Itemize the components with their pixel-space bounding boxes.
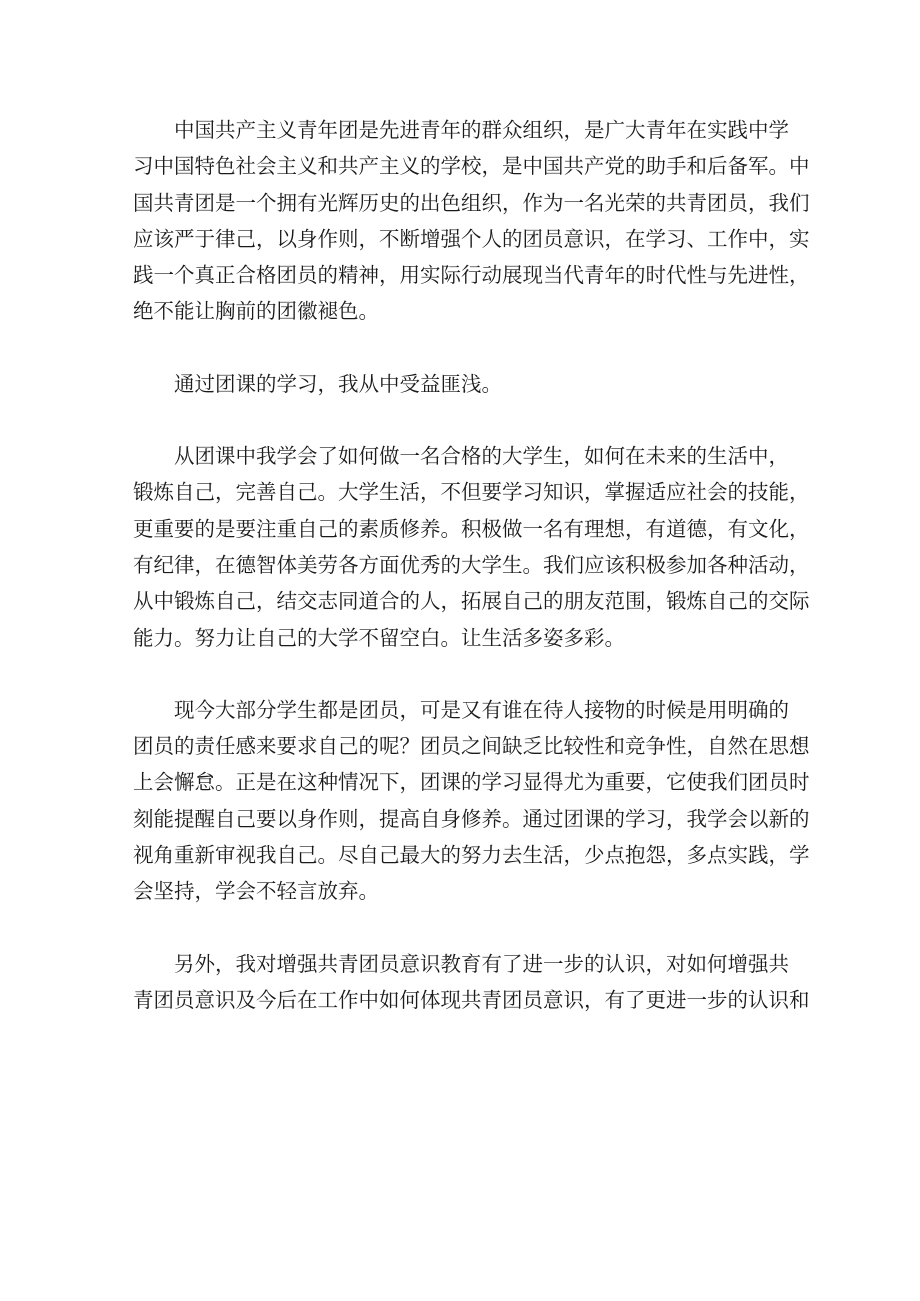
paragraph-line: 践一个真正合格团员的精神，用实际行动展现当代青年的时代性与先进性， — [133, 263, 810, 288]
document-body — [133, 112, 810, 1054]
paragraph-line: 国共青团是一个拥有光辉历史的出色组织，作为一名光荣的共青团员，我们 — [133, 190, 810, 215]
paragraph-line: 刻能提醒自己要以身作则，提高自身修养。通过团课的学习，我学会以新的 — [133, 806, 810, 831]
paragraph-line: 更重要的是要注重自己的素质修养。积极做一名有理想，有道德，有文化， — [133, 516, 810, 541]
paragraph-line: 现今大部分学生都是团员，可是又有谁在待人接物的时候是用明确的 — [174, 697, 789, 722]
paragraph-4 — [133, 692, 810, 910]
paragraph-line: 能力。努力让自己的大学不留空白。让生活多姿多彩。 — [133, 625, 625, 650]
paragraph-line: 有纪律，在德智体美劳各方面优秀的大学生。我们应该积极参加各种活动， — [133, 552, 810, 577]
paragraph-line: 从团课中我学会了如何做一名合格的大学生，如何在未来的生活中， — [174, 444, 789, 469]
paragraph-3 — [133, 438, 810, 656]
paragraph-line: 会坚持，学会不轻言放弃。 — [133, 879, 379, 904]
paragraph-line: 上会懈怠。正是在这种情况下，团课的学习显得尤为重要，它使我们团员时 — [133, 770, 810, 795]
paragraph-5 — [133, 946, 810, 1019]
paragraph-line: 习中国特色社会主义和共产主义的学校，是中国共产党的助手和后备军。中 — [133, 154, 810, 179]
paragraph-line: 视角重新审视我自己。尽自己最大的努力去生活，少点抱怨，多点实践，学 — [133, 843, 810, 868]
paragraph-line: 绝不能让胸前的团徽褪色。 — [133, 299, 379, 324]
paragraph-line: 青团员意识及今后在工作中如何体现共青团员意识，有了更进一步的认识和 — [133, 987, 810, 1012]
paragraph-line: 团员的责任感来要求自己的呢？团员之间缺乏比较性和竞争性，自然在思想 — [133, 734, 810, 759]
paragraph-line: 另外，我对增强共青团员意识教育有了进一步的认识，对如何增强共 — [174, 951, 789, 976]
paragraph-line: 通过团课的学习，我从中受益匪浅。 — [174, 371, 502, 396]
paragraph-1 — [133, 112, 810, 330]
paragraph-line: 中国共产主义青年团是先进青年的群众组织，是广大青年在实践中学 — [174, 118, 789, 142]
paragraph-line: 锻炼自己，完善自己。大学生活，不但要学习知识，掌握适应社会的技能， — [133, 480, 810, 505]
paragraph-line: 从中锻炼自己，结交志同道合的人，拓展自己的朋友范围，锻炼自己的交际 — [133, 589, 810, 614]
paragraph-line: 应该严于律己，以身作则，不断增强个人的团员意识，在学习、工作中，实 — [133, 226, 810, 251]
paragraph-2 — [133, 366, 790, 402]
